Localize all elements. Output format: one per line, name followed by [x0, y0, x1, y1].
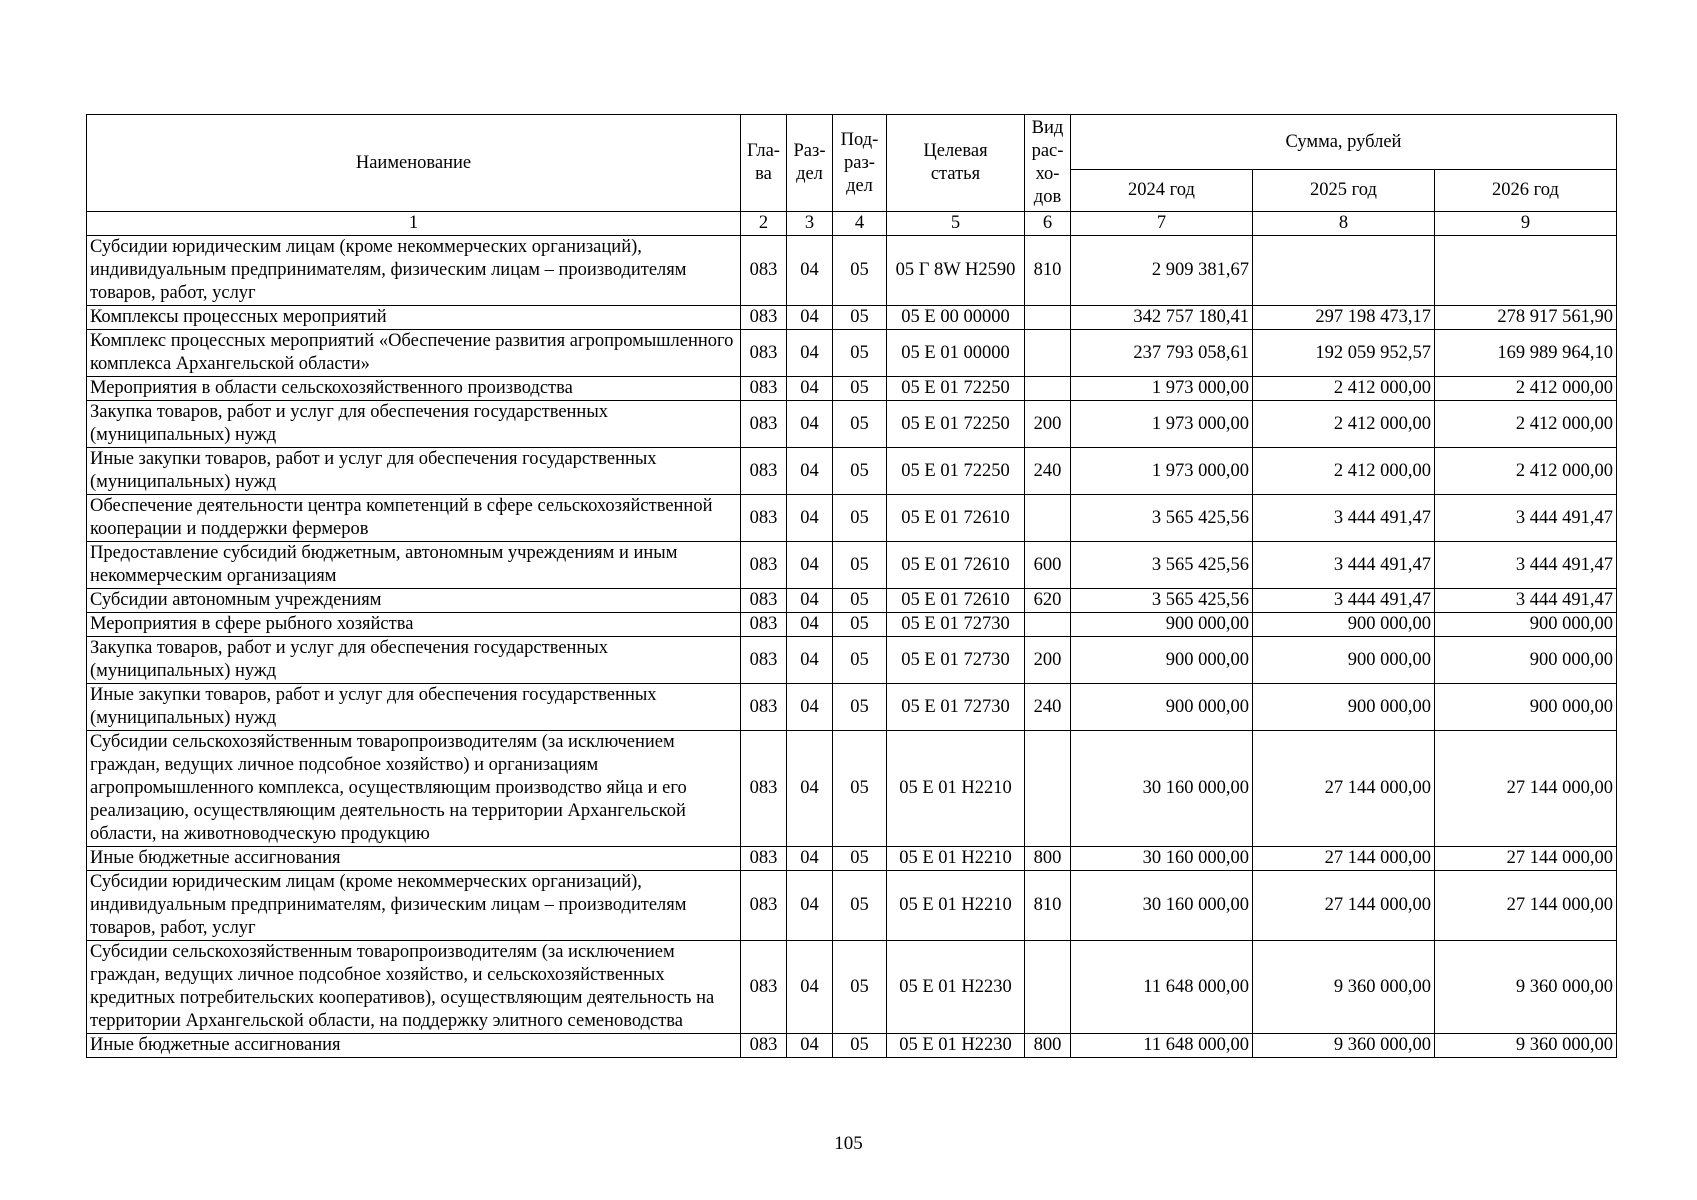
table-body — [87, 236, 1617, 1058]
row-section: 04 — [787, 377, 833, 401]
row-section: 04 — [787, 236, 833, 306]
row-target-article: 05 Е 01 72610 — [887, 495, 1025, 542]
row-expense-type: 200 — [1025, 401, 1071, 448]
row-target-article: 05 Е 01 72730 — [887, 613, 1025, 637]
row-chapter: 083 — [741, 731, 787, 847]
row-amount-2025: 3 444 491,47 — [1253, 542, 1435, 589]
row-subsection: 05 — [833, 1034, 887, 1058]
row-chapter: 083 — [741, 871, 787, 941]
table-row — [87, 847, 1617, 871]
table-row — [87, 941, 1617, 1034]
row-amount-2025: 3 444 491,47 — [1253, 589, 1435, 613]
column-number: 8 — [1253, 212, 1435, 236]
row-amount-2025: 900 000,00 — [1253, 684, 1435, 731]
row-expense-type — [1025, 495, 1071, 542]
row-section: 04 — [787, 330, 833, 377]
row-amount-2026: 3 444 491,47 — [1435, 542, 1617, 589]
row-amount-2026: 278 917 561,90 — [1435, 306, 1617, 330]
row-subsection: 05 — [833, 637, 887, 684]
row-amount-2026: 9 360 000,00 — [1435, 1034, 1617, 1058]
row-amount-2025: 9 360 000,00 — [1253, 941, 1435, 1034]
row-subsection: 05 — [833, 589, 887, 613]
page-number: 105 — [834, 1133, 863, 1154]
row-amount-2026: 9 360 000,00 — [1435, 941, 1617, 1034]
row-target-article: 05 Е 01 H2210 — [887, 871, 1025, 941]
row-section: 04 — [787, 448, 833, 495]
row-amount-2024: 342 757 180,41 — [1071, 306, 1253, 330]
row-expense-type — [1025, 306, 1071, 330]
table-row — [87, 637, 1617, 684]
row-expense-type: 800 — [1025, 1034, 1071, 1058]
row-name: Иные закупки товаров, работ и услуг для обеспечения государственных (муниципальных) нужд — [87, 448, 741, 495]
row-amount-2025: 9 360 000,00 — [1253, 1034, 1435, 1058]
table-row — [87, 542, 1617, 589]
row-amount-2026: 2 412 000,00 — [1435, 377, 1617, 401]
table-row — [87, 731, 1617, 847]
row-section: 04 — [787, 941, 833, 1034]
row-subsection: 05 — [833, 377, 887, 401]
header-expense-type: Вид рас- хо- дов — [1025, 115, 1071, 212]
row-name: Субсидии сельскохозяйственным товаропроизводителям (за исключением граждан, ведущих личное подсобное хозяйство, и сельскохозяйственных кредитных потребительских кооперативов), осуществляющим деятельность на территории Архангельской области, на поддержку элитного семеноводства — [87, 941, 741, 1034]
column-number: 3 — [787, 212, 833, 236]
row-subsection: 05 — [833, 613, 887, 637]
row-amount-2026: 900 000,00 — [1435, 613, 1617, 637]
column-number: 1 — [87, 212, 741, 236]
table-row — [87, 377, 1617, 401]
row-chapter: 083 — [741, 613, 787, 637]
row-subsection: 05 — [833, 306, 887, 330]
row-expense-type: 240 — [1025, 684, 1071, 731]
table-row — [87, 684, 1617, 731]
row-name: Иные закупки товаров, работ и услуг для обеспечения государственных (муниципальных) нужд — [87, 684, 741, 731]
row-target-article: 05 Е 01 72610 — [887, 589, 1025, 613]
row-amount-2024: 1 973 000,00 — [1071, 377, 1253, 401]
row-name: Предоставление субсидий бюджетным, автономным учреждениям и иным некоммерческим организациям — [87, 542, 741, 589]
row-expense-type: 810 — [1025, 871, 1071, 941]
row-chapter: 083 — [741, 589, 787, 613]
row-name: Иные бюджетные ассигнования — [87, 847, 741, 871]
row-expense-type — [1025, 731, 1071, 847]
row-amount-2024: 900 000,00 — [1071, 637, 1253, 684]
row-amount-2026: 900 000,00 — [1435, 684, 1617, 731]
row-amount-2025: 27 144 000,00 — [1253, 847, 1435, 871]
row-name: Иные бюджетные ассигнования — [87, 1034, 741, 1058]
row-name: Закупка товаров, работ и услуг для обеспечения государственных (муниципальных) нужд — [87, 637, 741, 684]
row-chapter: 083 — [741, 941, 787, 1034]
row-expense-type — [1025, 330, 1071, 377]
row-section: 04 — [787, 684, 833, 731]
row-amount-2024: 3 565 425,56 — [1071, 589, 1253, 613]
row-amount-2024: 3 565 425,56 — [1071, 542, 1253, 589]
row-target-article: 05 Е 01 72250 — [887, 401, 1025, 448]
row-expense-type: 800 — [1025, 847, 1071, 871]
row-amount-2026: 169 989 964,10 — [1435, 330, 1617, 377]
row-target-article: 05 Е 01 72610 — [887, 542, 1025, 589]
row-chapter: 083 — [741, 377, 787, 401]
row-amount-2025: 900 000,00 — [1253, 637, 1435, 684]
table-row — [87, 236, 1617, 306]
row-expense-type: 200 — [1025, 637, 1071, 684]
row-target-article: 05 Г 8W H2590 — [887, 236, 1025, 306]
row-name: Субсидии юридическим лицам (кроме некоммерческих организаций), индивидуальным предпринимателям, физическим лицам – производителям товаров, работ, услуг — [87, 871, 741, 941]
row-expense-type — [1025, 377, 1071, 401]
row-amount-2025: 192 059 952,57 — [1253, 330, 1435, 377]
row-amount-2025 — [1253, 236, 1435, 306]
row-target-article: 05 Е 01 H2210 — [887, 731, 1025, 847]
column-number: 2 — [741, 212, 787, 236]
column-number-row — [87, 212, 1617, 236]
row-target-article: 05 Е 01 72730 — [887, 637, 1025, 684]
row-target-article: 05 Е 01 H2210 — [887, 847, 1025, 871]
row-amount-2024: 900 000,00 — [1071, 613, 1253, 637]
row-expense-type: 810 — [1025, 236, 1071, 306]
row-target-article: 05 Е 01 00000 — [887, 330, 1025, 377]
header-year-2025: 2025 год — [1253, 170, 1435, 212]
row-amount-2026: 900 000,00 — [1435, 637, 1617, 684]
header-target-article: Целевая статья — [887, 115, 1025, 212]
row-amount-2024: 3 565 425,56 — [1071, 495, 1253, 542]
row-subsection: 05 — [833, 236, 887, 306]
table-row — [87, 495, 1617, 542]
row-expense-type — [1025, 941, 1071, 1034]
row-name: Субсидии автономным учреждениям — [87, 589, 741, 613]
row-amount-2026: 27 144 000,00 — [1435, 871, 1617, 941]
row-name: Комплексы процессных мероприятий — [87, 306, 741, 330]
row-amount-2024: 237 793 058,61 — [1071, 330, 1253, 377]
row-subsection: 05 — [833, 330, 887, 377]
row-amount-2025: 2 412 000,00 — [1253, 377, 1435, 401]
row-amount-2024: 30 160 000,00 — [1071, 847, 1253, 871]
row-amount-2026: 3 444 491,47 — [1435, 589, 1617, 613]
row-section: 04 — [787, 871, 833, 941]
row-chapter: 083 — [741, 1034, 787, 1058]
header-section: Раз- дел — [787, 115, 833, 212]
header-year-2026: 2026 год — [1435, 170, 1617, 212]
row-amount-2025: 27 144 000,00 — [1253, 731, 1435, 847]
row-name: Обеспечение деятельности центра компетенций в сфере сельскохозяйственной кооперации и поддержки фермеров — [87, 495, 741, 542]
row-subsection: 05 — [833, 495, 887, 542]
row-section: 04 — [787, 401, 833, 448]
row-target-article: 05 Е 01 H2230 — [887, 1034, 1025, 1058]
row-chapter: 083 — [741, 401, 787, 448]
row-subsection: 05 — [833, 448, 887, 495]
row-name: Комплекс процессных мероприятий «Обеспечение развития агропромышленного комплекса Архангельской области» — [87, 330, 741, 377]
column-number: 6 — [1025, 212, 1071, 236]
row-amount-2024: 30 160 000,00 — [1071, 731, 1253, 847]
row-chapter: 083 — [741, 236, 787, 306]
table-row — [87, 1034, 1617, 1058]
row-target-article: 05 Е 01 72250 — [887, 448, 1025, 495]
row-section: 04 — [787, 495, 833, 542]
row-amount-2025: 3 444 491,47 — [1253, 495, 1435, 542]
row-chapter: 083 — [741, 448, 787, 495]
row-amount-2026: 2 412 000,00 — [1435, 401, 1617, 448]
row-subsection: 05 — [833, 941, 887, 1034]
row-subsection: 05 — [833, 847, 887, 871]
row-subsection: 05 — [833, 731, 887, 847]
row-section: 04 — [787, 637, 833, 684]
row-section: 04 — [787, 542, 833, 589]
table-row — [87, 401, 1617, 448]
row-amount-2026: 2 412 000,00 — [1435, 448, 1617, 495]
row-amount-2026: 3 444 491,47 — [1435, 495, 1617, 542]
row-name: Закупка товаров, работ и услуг для обеспечения государственных (муниципальных) нужд — [87, 401, 741, 448]
row-amount-2026: 27 144 000,00 — [1435, 731, 1617, 847]
column-number: 7 — [1071, 212, 1253, 236]
table-row — [87, 306, 1617, 330]
row-amount-2025: 2 412 000,00 — [1253, 401, 1435, 448]
column-number: 4 — [833, 212, 887, 236]
column-number: 5 — [887, 212, 1025, 236]
row-subsection: 05 — [833, 401, 887, 448]
header-subsection: Под- раз- дел — [833, 115, 887, 212]
table-row — [87, 330, 1617, 377]
row-chapter: 083 — [741, 542, 787, 589]
budget-table — [86, 114, 1617, 1058]
row-amount-2024: 1 973 000,00 — [1071, 401, 1253, 448]
column-number: 9 — [1435, 212, 1617, 236]
row-target-article: 05 Е 01 72730 — [887, 684, 1025, 731]
row-expense-type: 240 — [1025, 448, 1071, 495]
row-amount-2026 — [1435, 236, 1617, 306]
table-row — [87, 589, 1617, 613]
row-chapter: 083 — [741, 637, 787, 684]
table-row — [87, 613, 1617, 637]
row-amount-2025: 900 000,00 — [1253, 613, 1435, 637]
header-year-2024: 2024 год — [1071, 170, 1253, 212]
row-name: Мероприятия в области сельскохозяйственного производства — [87, 377, 741, 401]
row-subsection: 05 — [833, 542, 887, 589]
row-chapter: 083 — [741, 847, 787, 871]
row-amount-2024: 900 000,00 — [1071, 684, 1253, 731]
row-amount-2025: 2 412 000,00 — [1253, 448, 1435, 495]
row-chapter: 083 — [741, 495, 787, 542]
row-chapter: 083 — [741, 330, 787, 377]
row-name: Субсидии сельскохозяйственным товаропроизводителям (за исключением граждан, ведущих личное подсобное хозяйство) и организациям агропромышленного комплекса, осуществляющим производство яйца и его реализацию, осуществляющим деятельность на территории Архангельской области, на животноводческую продукцию — [87, 731, 741, 847]
row-section: 04 — [787, 731, 833, 847]
row-amount-2024: 1 973 000,00 — [1071, 448, 1253, 495]
row-expense-type — [1025, 613, 1071, 637]
row-amount-2025: 27 144 000,00 — [1253, 871, 1435, 941]
row-amount-2024: 30 160 000,00 — [1071, 871, 1253, 941]
row-amount-2026: 27 144 000,00 — [1435, 847, 1617, 871]
row-subsection: 05 — [833, 871, 887, 941]
header-sum: Сумма, рублей — [1071, 115, 1617, 170]
row-expense-type: 600 — [1025, 542, 1071, 589]
header-name: Наименование — [87, 115, 741, 212]
row-target-article: 05 Е 00 00000 — [887, 306, 1025, 330]
row-name: Субсидии юридическим лицам (кроме некоммерческих организаций), индивидуальным предпринимателям, физическим лицам – производителям товаров, работ, услуг — [87, 236, 741, 306]
row-section: 04 — [787, 1034, 833, 1058]
row-amount-2024: 11 648 000,00 — [1071, 1034, 1253, 1058]
row-section: 04 — [787, 589, 833, 613]
header-chapter: Гла- ва — [741, 115, 787, 212]
row-section: 04 — [787, 306, 833, 330]
table-row — [87, 448, 1617, 495]
row-target-article: 05 Е 01 H2230 — [887, 941, 1025, 1034]
row-name: Мероприятия в сфере рыбного хозяйства — [87, 613, 741, 637]
row-subsection: 05 — [833, 684, 887, 731]
row-chapter: 083 — [741, 306, 787, 330]
row-chapter: 083 — [741, 684, 787, 731]
row-amount-2024: 2 909 381,67 — [1071, 236, 1253, 306]
row-section: 04 — [787, 613, 833, 637]
row-section: 04 — [787, 847, 833, 871]
row-expense-type: 620 — [1025, 589, 1071, 613]
row-amount-2025: 297 198 473,17 — [1253, 306, 1435, 330]
row-target-article: 05 Е 01 72250 — [887, 377, 1025, 401]
table-row — [87, 871, 1617, 941]
row-amount-2024: 11 648 000,00 — [1071, 941, 1253, 1034]
